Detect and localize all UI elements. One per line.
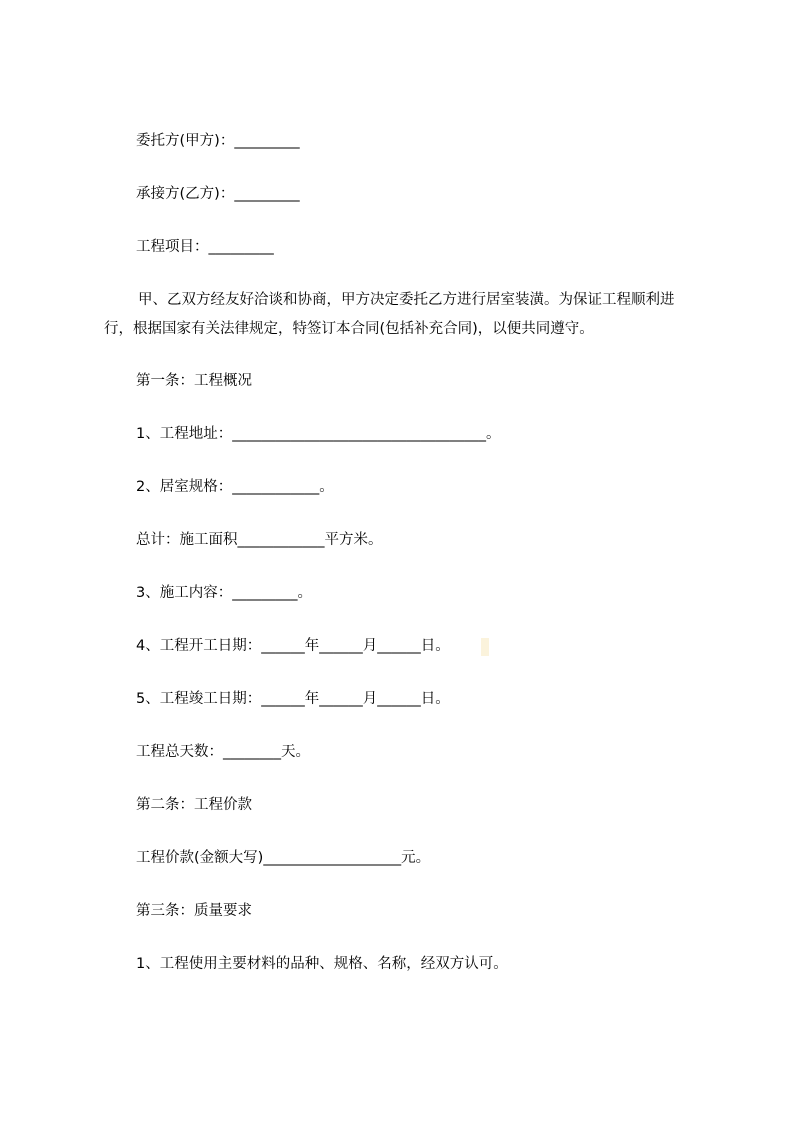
text-cursor-highlight [481,638,489,656]
article3-title: 第三条：质量要求 [136,903,252,919]
end-date-line: 5、工程竣工日期：______年______月______日。 [136,691,450,707]
address-line: 1、工程地址：___________________________________。 [136,426,501,442]
project-line: 工程项目：_________ [136,239,274,255]
content-line: 3、施工内容：_________。 [136,585,312,601]
article1-title: 第一条：工程概况 [136,373,252,389]
start-date-line: 4、工程开工日期：______年______月______日。 [136,638,450,654]
spec-line: 2、居室规格：____________。 [136,479,334,495]
article2-title: 第二条：工程价款 [136,797,252,813]
party-a-line: 委托方(甲方)：_________ [136,133,300,149]
party-b-line: 承接方(乙方)：_________ [136,186,300,202]
price-line: 工程价款(金额大写)___________________元。 [136,850,431,866]
preamble-paragraph: 甲、乙双方经友好洽谈和协商，甲方决定委托乙方进行居室装潢。为保证工程顺利进行，根据国家有关法律规定，特签订本合同(包括补充合同)，以便共同遵守。 [104,292,675,337]
total-area-line: 总计：施工面积____________平方米。 [136,532,383,548]
total-days-line: 工程总天数：________天。 [136,744,310,760]
quality-item1-line: 1、工程使用主要材料的品种、规格、名称，经双方认可。 [136,956,508,972]
